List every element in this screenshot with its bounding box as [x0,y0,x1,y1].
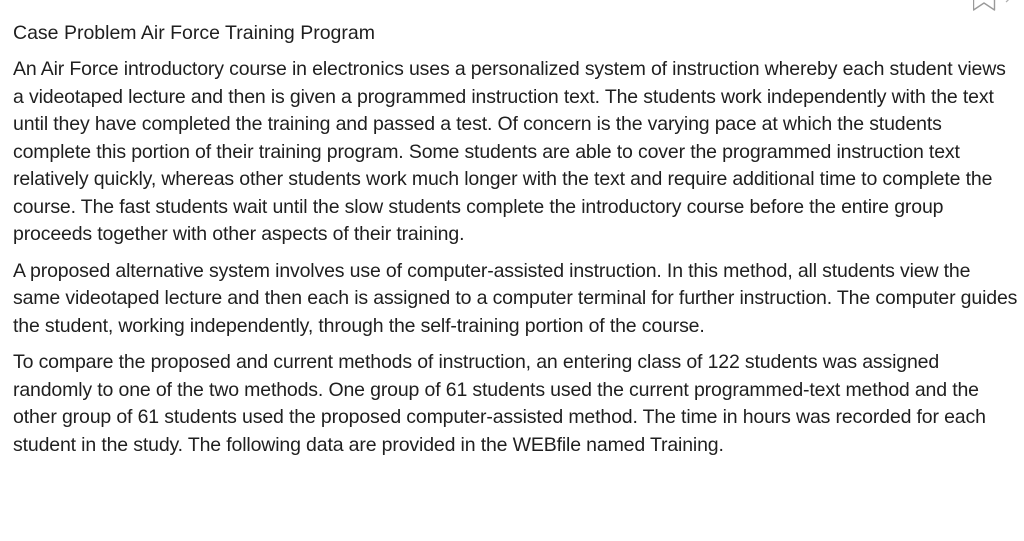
paragraph-proposed-system: A proposed alternative system involves use of computer-assisted instruction. In this method, all students view the same videotaped lecture and then each is assigned to a computer terminal for further instruction. The computer guides the student, working independently, through the self-training portion of the course. [13,259,1018,337]
paragraph-current-system: An Air Force introductory course in electronics uses a personalized system of instruction whereby each student views a videotaped lecture and then is given a programmed instruction text. The students work independently with the text until they have completed the training and passed a test. Of concern is the varying pace at which the students complete this portion of their training program. Some students are able to cover the programmed instruction text relatively quickly, whereas other students work much longer with the text and require additional time to complete the course. The fast students wait until the slow students complete the introductory course before the entire group proceeds together with other aspects of their training. [13,58,1006,245]
case-title: Case Problem Air Force Training Program [13,22,375,44]
document-body [13,20,1021,468]
paragraph-study-design: To compare the proposed and current methods of instruction, an entering class of 122 students was assigned randomly to one of the two methods. One group of 61 students used the current programmed-text method and the other group of 61 students used the proposed computer-assisted method. The time in hours was recorded for each student in the study. The following data are provided in the WEBfile named Training. [13,351,986,456]
bookmark-icon[interactable] [973,0,1024,12]
